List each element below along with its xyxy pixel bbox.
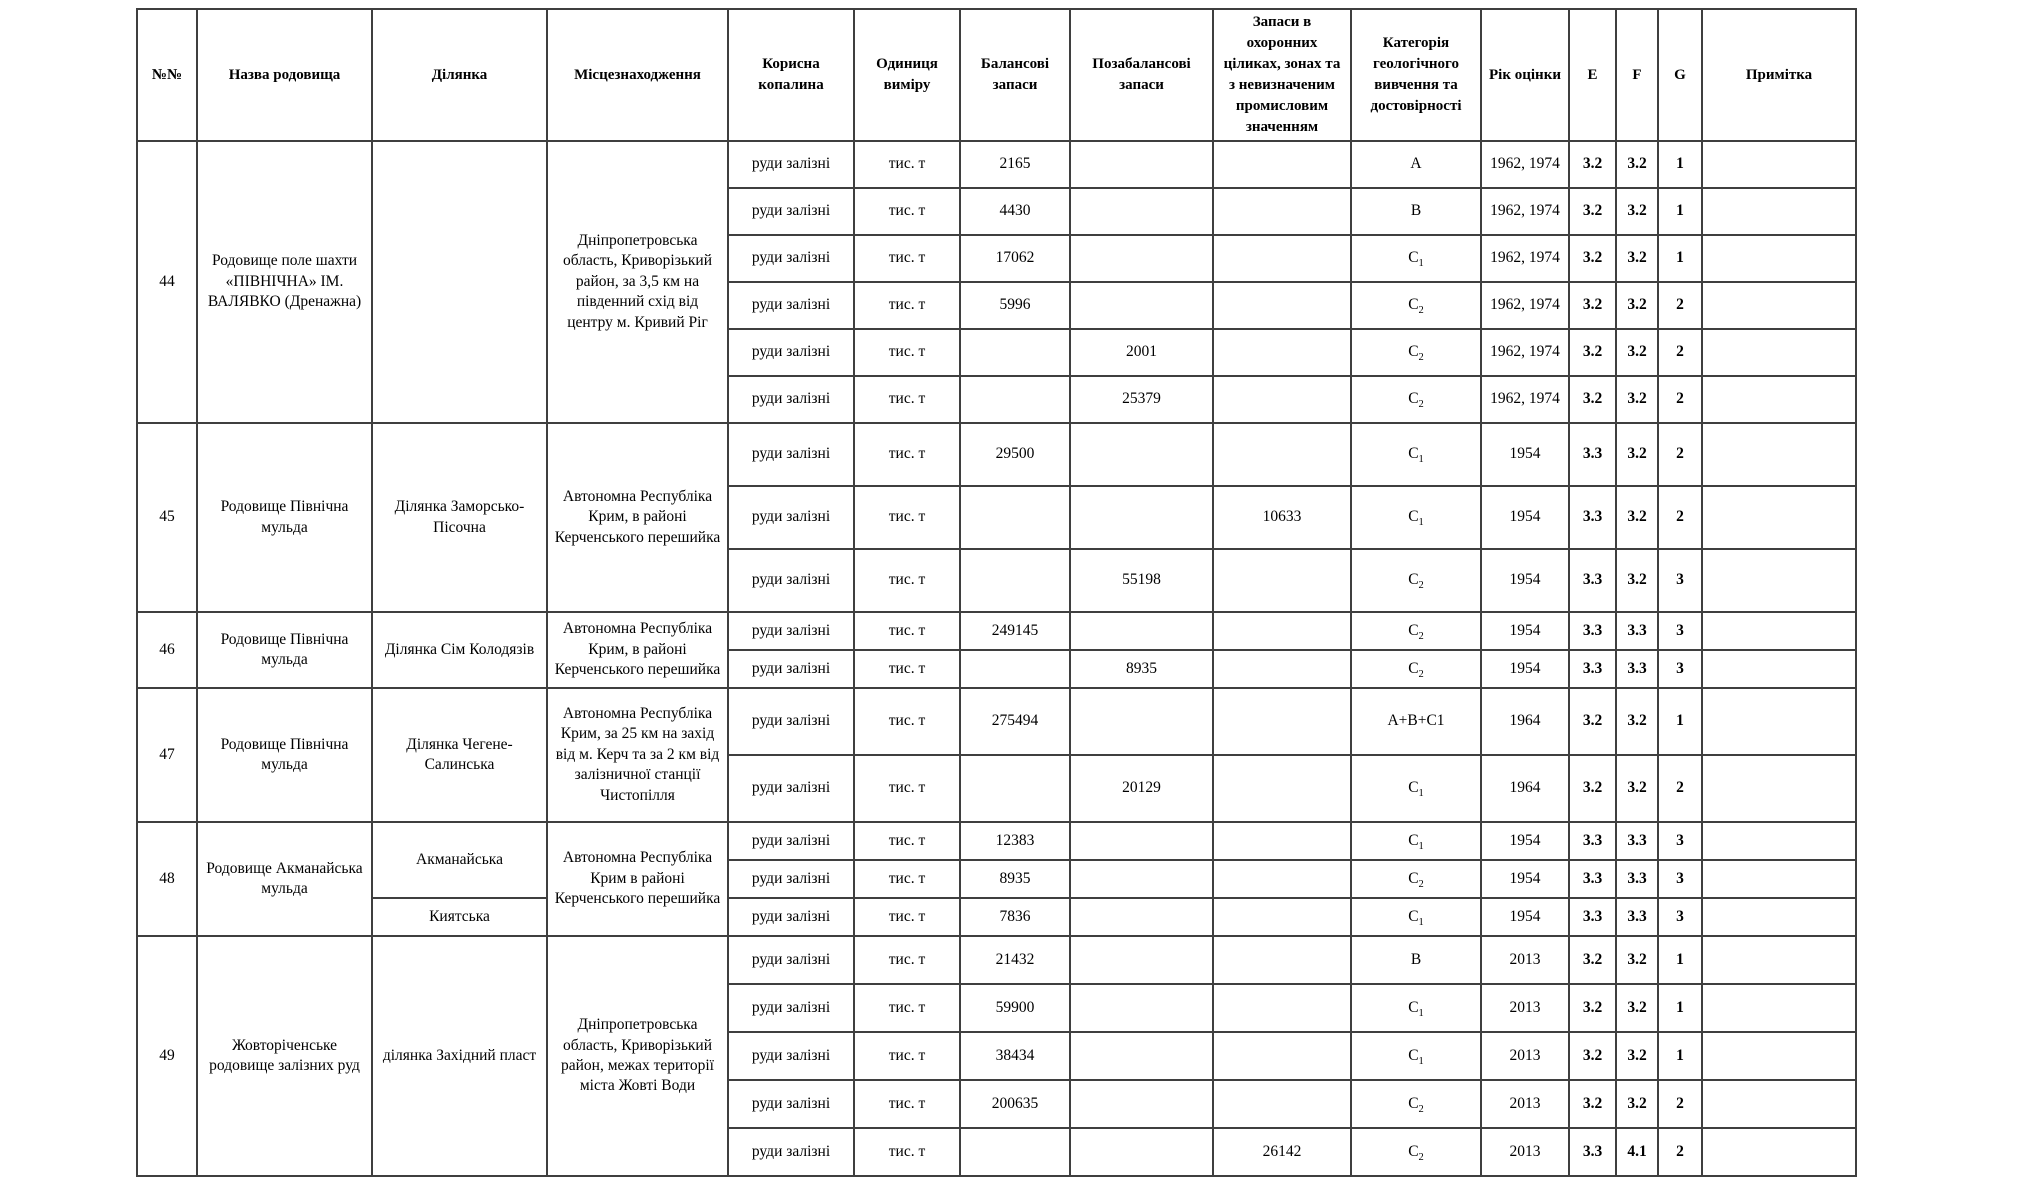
deposit-number: 46 [137, 612, 197, 688]
balance-reserves: 8935 [960, 860, 1070, 898]
protected-pillar-reserves [1213, 188, 1351, 235]
f-value: 3.2 [1616, 486, 1658, 549]
assessment-year: 1962, 1974 [1481, 188, 1569, 235]
deposit-location: Автономна Республіка Крим, в районі Керченського перешийка [547, 612, 728, 688]
balance-reserves [960, 329, 1070, 376]
g-value: 2 [1658, 486, 1702, 549]
protected-pillar-reserves [1213, 688, 1351, 755]
e-value: 3.2 [1569, 235, 1616, 282]
deposit-section: Ділянка Заморсько-Пісочна [372, 423, 547, 612]
f-value: 3.2 [1616, 936, 1658, 984]
f-value: 3.3 [1616, 898, 1658, 936]
e-value: 3.3 [1569, 486, 1616, 549]
mineral: руди залізні [728, 650, 854, 688]
note [1702, 282, 1856, 329]
header-year: Рік оцінки [1481, 9, 1569, 141]
assessment-year: 1964 [1481, 688, 1569, 755]
protected-pillar-reserves [1213, 860, 1351, 898]
geology-category: $C_1$ [1351, 1032, 1481, 1080]
balance-reserves: 38434 [960, 1032, 1070, 1080]
g-value: 1 [1658, 1032, 1702, 1080]
deposit-name: Родовище поле шахти «ПІВНІЧНА» ІМ. ВАЛЯВКО (Дренажна) [197, 141, 372, 423]
note [1702, 860, 1856, 898]
note [1702, 1128, 1856, 1176]
note [1702, 486, 1856, 549]
header-balance: Балансові запаси [960, 9, 1070, 141]
deposit-section: Ділянка Сім Колодязів [372, 612, 547, 688]
offbalance-reserves [1070, 282, 1213, 329]
g-value: 1 [1658, 936, 1702, 984]
g-value: 1 [1658, 688, 1702, 755]
f-value: 3.2 [1616, 755, 1658, 822]
mineral-reserves-table [136, 8, 1857, 1177]
table-row [137, 822, 1856, 860]
e-value: 3.3 [1569, 822, 1616, 860]
f-value: 3.2 [1616, 549, 1658, 612]
note [1702, 549, 1856, 612]
f-value: 3.3 [1616, 822, 1658, 860]
g-value: 2 [1658, 282, 1702, 329]
geology-category: $C_2$ [1351, 650, 1481, 688]
f-value: 3.2 [1616, 1032, 1658, 1080]
balance-reserves [960, 486, 1070, 549]
geology-category: $C_2$ [1351, 612, 1481, 650]
deposit-name: Родовище Північна мульда [197, 688, 372, 822]
mineral: руди залізні [728, 898, 854, 936]
g-value: 1 [1658, 984, 1702, 1032]
note [1702, 612, 1856, 650]
mineral: руди залізні [728, 860, 854, 898]
deposit-name: Родовище Північна мульда [197, 423, 372, 612]
balance-reserves: 59900 [960, 984, 1070, 1032]
mineral: руди залізні [728, 376, 854, 423]
geology-category: $C_1$ [1351, 822, 1481, 860]
assessment-year: 2013 [1481, 1032, 1569, 1080]
balance-reserves: 200635 [960, 1080, 1070, 1128]
note [1702, 822, 1856, 860]
measure-unit: тис. т [854, 822, 960, 860]
offbalance-reserves [1070, 936, 1213, 984]
assessment-year: 1954 [1481, 423, 1569, 486]
header-protected: Запаси в охоронних ціликах, зонах та з невизначеним промисловим значенням [1213, 9, 1351, 141]
balance-reserves: 29500 [960, 423, 1070, 486]
assessment-year: 1954 [1481, 822, 1569, 860]
g-value: 2 [1658, 423, 1702, 486]
balance-reserves: 7836 [960, 898, 1070, 936]
measure-unit: тис. т [854, 423, 960, 486]
note [1702, 1032, 1856, 1080]
deposit-number: 48 [137, 822, 197, 936]
deposit-section: ділянка Західний пласт [372, 936, 547, 1176]
e-value: 3.2 [1569, 376, 1616, 423]
assessment-year: 1954 [1481, 549, 1569, 612]
measure-unit: тис. т [854, 376, 960, 423]
geology-category: $C_2$ [1351, 376, 1481, 423]
g-value: 2 [1658, 329, 1702, 376]
measure-unit: тис. т [854, 486, 960, 549]
assessment-year: 2013 [1481, 984, 1569, 1032]
deposit-name: Родовище Північна мульда [197, 612, 372, 688]
balance-reserves: 249145 [960, 612, 1070, 650]
protected-pillar-reserves [1213, 329, 1351, 376]
balance-reserves: 12383 [960, 822, 1070, 860]
f-value: 3.3 [1616, 860, 1658, 898]
note [1702, 936, 1856, 984]
g-value: 2 [1658, 755, 1702, 822]
measure-unit: тис. т [854, 282, 960, 329]
e-value: 3.3 [1569, 612, 1616, 650]
offbalance-reserves: 20129 [1070, 755, 1213, 822]
offbalance-reserves [1070, 898, 1213, 936]
offbalance-reserves: 25379 [1070, 376, 1213, 423]
mineral: руди залізні [728, 612, 854, 650]
geology-category: B [1351, 188, 1481, 235]
mineral: руди залізні [728, 688, 854, 755]
note [1702, 755, 1856, 822]
f-value: 3.2 [1616, 423, 1658, 486]
f-value: 3.2 [1616, 188, 1658, 235]
note [1702, 235, 1856, 282]
measure-unit: тис. т [854, 860, 960, 898]
offbalance-reserves: 2001 [1070, 329, 1213, 376]
protected-pillar-reserves [1213, 1032, 1351, 1080]
header-unit: Одиниця виміру [854, 9, 960, 141]
f-value: 3.2 [1616, 329, 1658, 376]
geology-category: $C_2$ [1351, 549, 1481, 612]
deposit-number: 45 [137, 423, 197, 612]
protected-pillar-reserves [1213, 549, 1351, 612]
header-offbalance: Позабалансові запаси [1070, 9, 1213, 141]
geology-category: $C_2$ [1351, 282, 1481, 329]
table-row [137, 936, 1856, 984]
protected-pillar-reserves [1213, 936, 1351, 984]
e-value: 3.2 [1569, 755, 1616, 822]
table-row [137, 612, 1856, 650]
deposit-section: Киятська [372, 898, 547, 936]
mineral: руди залізні [728, 423, 854, 486]
g-value: 1 [1658, 235, 1702, 282]
header-num: №№ [137, 9, 197, 141]
e-value: 3.3 [1569, 423, 1616, 486]
f-value: 4.1 [1616, 1128, 1658, 1176]
balance-reserves [960, 650, 1070, 688]
f-value: 3.3 [1616, 650, 1658, 688]
offbalance-reserves [1070, 141, 1213, 188]
mineral: руди залізні [728, 1080, 854, 1128]
mineral: руди залізні [728, 188, 854, 235]
balance-reserves: 275494 [960, 688, 1070, 755]
geology-category: $C_1$ [1351, 423, 1481, 486]
note [1702, 984, 1856, 1032]
balance-reserves [960, 1128, 1070, 1176]
mineral: руди залізні [728, 1128, 854, 1176]
e-value: 3.2 [1569, 141, 1616, 188]
note [1702, 376, 1856, 423]
offbalance-reserves [1070, 612, 1213, 650]
measure-unit: тис. т [854, 141, 960, 188]
mineral: руди залізні [728, 549, 854, 612]
deposit-name: Родовище Акманайська мульда [197, 822, 372, 936]
deposit-number: 49 [137, 936, 197, 1176]
table-row [137, 688, 1856, 755]
f-value: 3.2 [1616, 141, 1658, 188]
balance-reserves: 21432 [960, 936, 1070, 984]
table-header [137, 9, 1856, 141]
f-value: 3.2 [1616, 984, 1658, 1032]
g-value: 3 [1658, 822, 1702, 860]
measure-unit: тис. т [854, 235, 960, 282]
balance-reserves [960, 755, 1070, 822]
offbalance-reserves [1070, 1032, 1213, 1080]
mineral: руди залізні [728, 822, 854, 860]
note [1702, 1080, 1856, 1128]
balance-reserves [960, 376, 1070, 423]
protected-pillar-reserves [1213, 423, 1351, 486]
geology-category: A+B+C1 [1351, 688, 1481, 755]
deposit-location: Автономна Республіка Крим, за 25 км на захід від м. Керч та за 2 км від залізничної станції Чистопілля [547, 688, 728, 822]
g-value: 3 [1658, 650, 1702, 688]
deposit-name: Жовторіченське родовище залізних руд [197, 936, 372, 1176]
f-value: 3.2 [1616, 235, 1658, 282]
f-value: 3.2 [1616, 688, 1658, 755]
offbalance-reserves: 55198 [1070, 549, 1213, 612]
mineral: руди залізні [728, 936, 854, 984]
g-value: 3 [1658, 612, 1702, 650]
header-name: Назва родовища [197, 9, 372, 141]
header-category: Категорія геологічного вивчення та достовірності [1351, 9, 1481, 141]
deposit-location: Автономна Республіка Крим, в районі Керченського перешийка [547, 423, 728, 612]
g-value: 1 [1658, 141, 1702, 188]
e-value: 3.2 [1569, 688, 1616, 755]
header-section: Ділянка [372, 9, 547, 141]
protected-pillar-reserves: 10633 [1213, 486, 1351, 549]
measure-unit: тис. т [854, 612, 960, 650]
geology-category: $C_1$ [1351, 755, 1481, 822]
geology-category: A [1351, 141, 1481, 188]
assessment-year: 1962, 1974 [1481, 235, 1569, 282]
e-value: 3.3 [1569, 860, 1616, 898]
assessment-year: 1954 [1481, 486, 1569, 549]
g-value: 3 [1658, 860, 1702, 898]
protected-pillar-reserves [1213, 755, 1351, 822]
offbalance-reserves [1070, 822, 1213, 860]
e-value: 3.2 [1569, 1080, 1616, 1128]
table-row [137, 898, 1856, 936]
measure-unit: тис. т [854, 688, 960, 755]
deposit-location: Дніпропетровська область, Криворізький район, межах території міста Жовті Води [547, 936, 728, 1176]
e-value: 3.2 [1569, 329, 1616, 376]
mineral: руди залізні [728, 282, 854, 329]
protected-pillar-reserves [1213, 141, 1351, 188]
f-value: 3.2 [1616, 376, 1658, 423]
offbalance-reserves [1070, 860, 1213, 898]
measure-unit: тис. т [854, 755, 960, 822]
note [1702, 650, 1856, 688]
g-value: 2 [1658, 1080, 1702, 1128]
balance-reserves [960, 549, 1070, 612]
measure-unit: тис. т [854, 188, 960, 235]
g-value: 3 [1658, 549, 1702, 612]
e-value: 3.2 [1569, 984, 1616, 1032]
geology-category: $C_2$ [1351, 1128, 1481, 1176]
g-value: 2 [1658, 1128, 1702, 1176]
g-value: 3 [1658, 898, 1702, 936]
offbalance-reserves [1070, 235, 1213, 282]
deposit-section: Ділянка Чегене-Салинська [372, 688, 547, 822]
protected-pillar-reserves [1213, 235, 1351, 282]
note [1702, 329, 1856, 376]
deposit-number: 47 [137, 688, 197, 822]
offbalance-reserves [1070, 984, 1213, 1032]
balance-reserves: 5996 [960, 282, 1070, 329]
assessment-year: 2013 [1481, 1128, 1569, 1176]
measure-unit: тис. т [854, 1080, 960, 1128]
geology-category: $C_1$ [1351, 235, 1481, 282]
measure-unit: тис. т [854, 1032, 960, 1080]
e-value: 3.2 [1569, 1032, 1616, 1080]
protected-pillar-reserves [1213, 376, 1351, 423]
note [1702, 898, 1856, 936]
deposit-number: 44 [137, 141, 197, 423]
offbalance-reserves [1070, 423, 1213, 486]
mineral: руди залізні [728, 984, 854, 1032]
measure-unit: тис. т [854, 984, 960, 1032]
measure-unit: тис. т [854, 898, 960, 936]
offbalance-reserves [1070, 688, 1213, 755]
protected-pillar-reserves [1213, 984, 1351, 1032]
geology-category: B [1351, 936, 1481, 984]
offbalance-reserves [1070, 486, 1213, 549]
deposit-location: Автономна Республіка Крим в районі Керченського перешийка [547, 822, 728, 936]
geology-category: $C_2$ [1351, 860, 1481, 898]
deposit-section: Акманайська [372, 822, 547, 898]
measure-unit: тис. т [854, 936, 960, 984]
assessment-year: 1954 [1481, 650, 1569, 688]
protected-pillar-reserves [1213, 282, 1351, 329]
offbalance-reserves: 8935 [1070, 650, 1213, 688]
note [1702, 188, 1856, 235]
e-value: 3.3 [1569, 1128, 1616, 1176]
f-value: 3.2 [1616, 282, 1658, 329]
header-mineral: Корисна копалина [728, 9, 854, 141]
assessment-year: 2013 [1481, 1080, 1569, 1128]
geology-category: $C_2$ [1351, 329, 1481, 376]
assessment-year: 1962, 1974 [1481, 282, 1569, 329]
protected-pillar-reserves: 26142 [1213, 1128, 1351, 1176]
table-body [137, 141, 1856, 1176]
measure-unit: тис. т [854, 549, 960, 612]
header-e: E [1569, 9, 1616, 141]
offbalance-reserves [1070, 188, 1213, 235]
note [1702, 423, 1856, 486]
protected-pillar-reserves [1213, 898, 1351, 936]
assessment-year: 1962, 1974 [1481, 329, 1569, 376]
e-value: 3.3 [1569, 650, 1616, 688]
geology-category: $C_2$ [1351, 1080, 1481, 1128]
e-value: 3.2 [1569, 282, 1616, 329]
measure-unit: тис. т [854, 650, 960, 688]
header-g: G [1658, 9, 1702, 141]
table-row [137, 141, 1856, 188]
geology-category: $C_1$ [1351, 486, 1481, 549]
header-note: Примітка [1702, 9, 1856, 141]
measure-unit: тис. т [854, 329, 960, 376]
protected-pillar-reserves [1213, 612, 1351, 650]
assessment-year: 1954 [1481, 898, 1569, 936]
mineral: руди залізні [728, 329, 854, 376]
note [1702, 688, 1856, 755]
header-f: F [1616, 9, 1658, 141]
mineral: руди залізні [728, 1032, 854, 1080]
note [1702, 141, 1856, 188]
g-value: 1 [1658, 188, 1702, 235]
geology-category: $C_1$ [1351, 898, 1481, 936]
mineral: руди залізні [728, 141, 854, 188]
assessment-year: 2013 [1481, 936, 1569, 984]
assessment-year: 1954 [1481, 860, 1569, 898]
mineral: руди залізні [728, 235, 854, 282]
protected-pillar-reserves [1213, 1080, 1351, 1128]
deposit-location: Дніпропетровська область, Криворізький район, за 3,5 км на південний схід від центру м. Кривий Ріг [547, 141, 728, 423]
protected-pillar-reserves [1213, 822, 1351, 860]
assessment-year: 1962, 1974 [1481, 141, 1569, 188]
g-value: 2 [1658, 376, 1702, 423]
assessment-year: 1964 [1481, 755, 1569, 822]
e-value: 3.3 [1569, 898, 1616, 936]
balance-reserves: 4430 [960, 188, 1070, 235]
table-row [137, 423, 1856, 486]
balance-reserves: 2165 [960, 141, 1070, 188]
balance-reserves: 17062 [960, 235, 1070, 282]
assessment-year: 1962, 1974 [1481, 376, 1569, 423]
e-value: 3.2 [1569, 936, 1616, 984]
e-value: 3.2 [1569, 188, 1616, 235]
offbalance-reserves [1070, 1080, 1213, 1128]
protected-pillar-reserves [1213, 650, 1351, 688]
mineral: руди залізні [728, 486, 854, 549]
offbalance-reserves [1070, 1128, 1213, 1176]
header-location: Місцезнаходження [547, 9, 728, 141]
f-value: 3.3 [1616, 612, 1658, 650]
assessment-year: 1954 [1481, 612, 1569, 650]
f-value: 3.2 [1616, 1080, 1658, 1128]
geology-category: $C_1$ [1351, 984, 1481, 1032]
deposit-section [372, 141, 547, 423]
e-value: 3.3 [1569, 549, 1616, 612]
measure-unit: тис. т [854, 1128, 960, 1176]
mineral: руди залізні [728, 755, 854, 822]
